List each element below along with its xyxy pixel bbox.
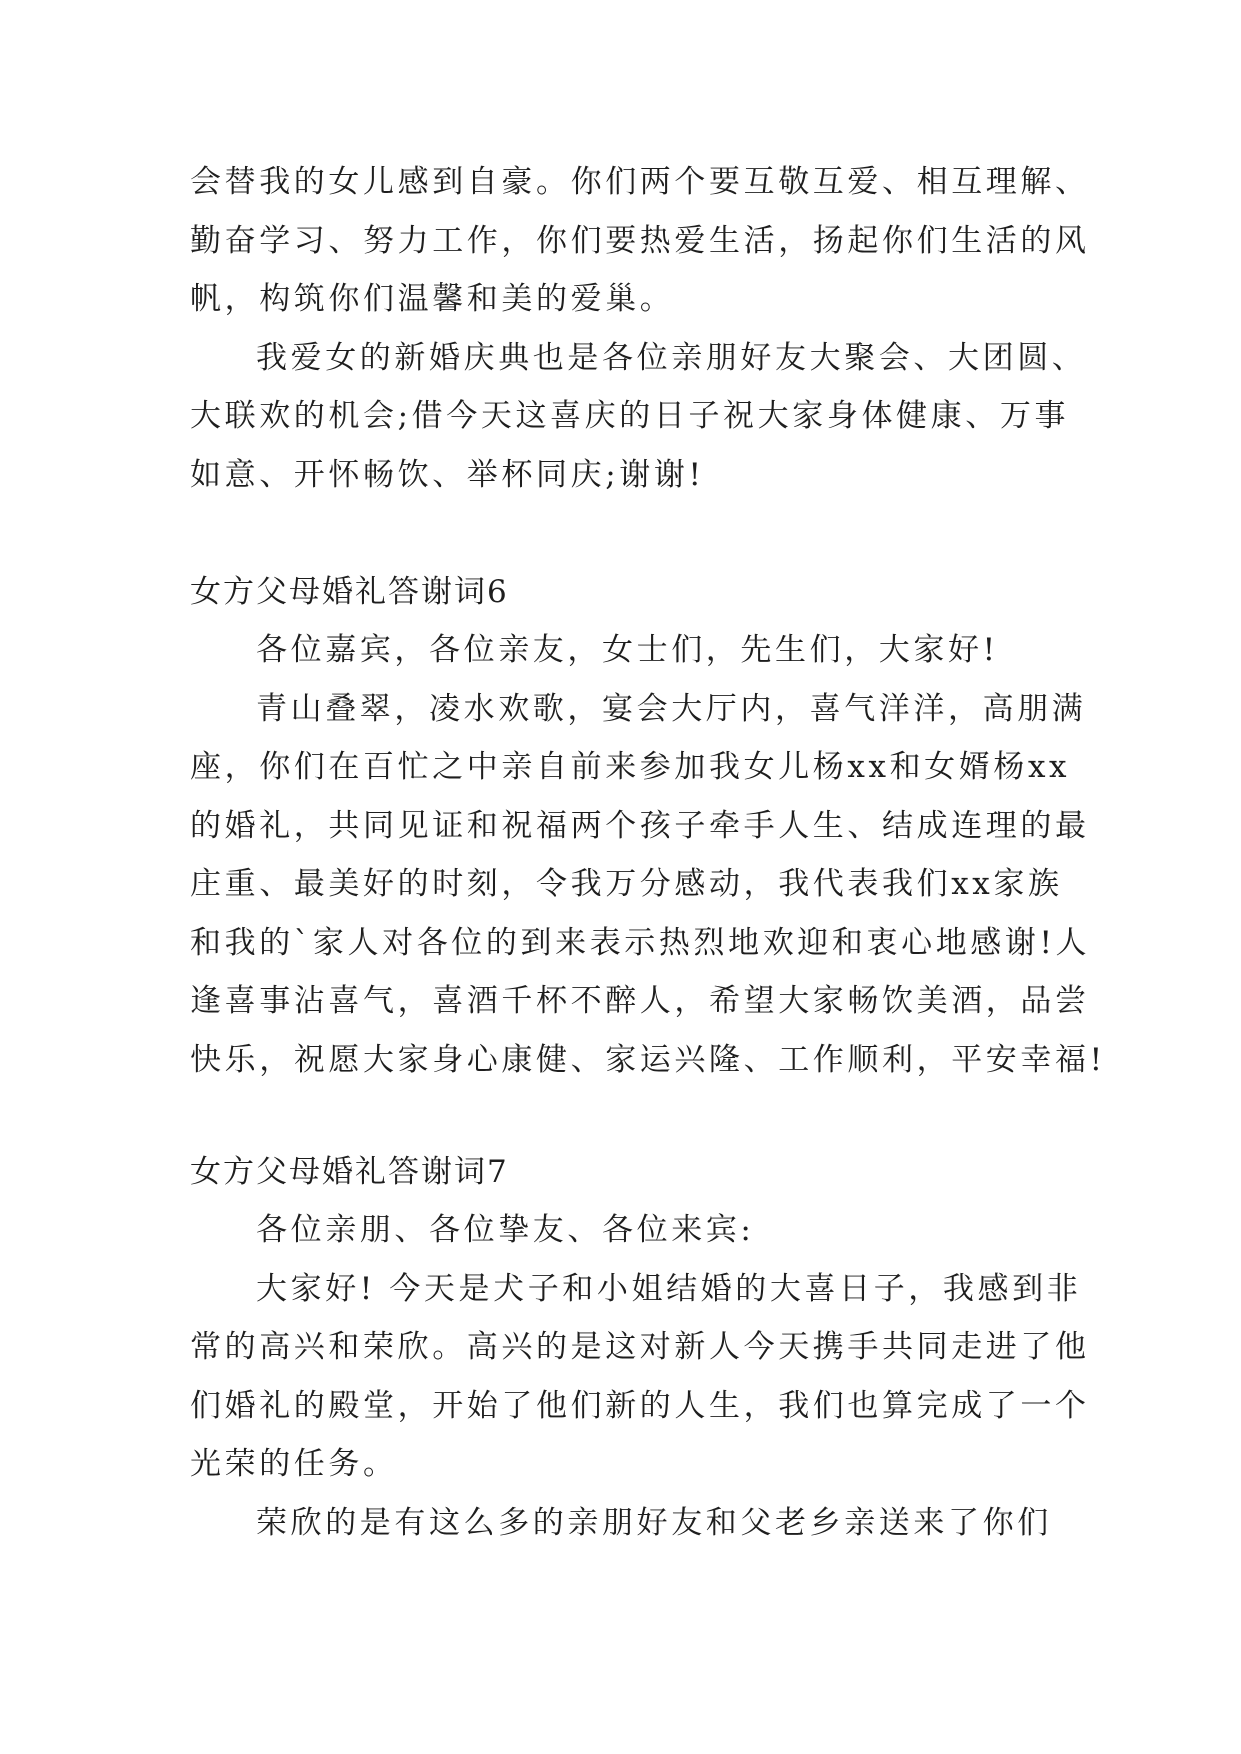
paragraph-line: 勤奋学习、努力工作，你们要热爱生活，扬起你们生活的风 <box>190 223 1090 259</box>
paragraph-line: 们婚礼的殿堂，开始了他们新的人生，我们也算完成了一个 <box>190 1388 1090 1424</box>
paragraph-line: 如意、开怀畅饮、举杯同庆;谢谢! <box>190 457 705 493</box>
paragraph-line: 快乐，祝愿大家身心康健、家运兴隆、工作顺利，平安幸福! <box>190 1042 1106 1078</box>
paragraph-line: 逢喜事沾喜气，喜酒千杯不醉人，希望大家畅饮美酒，品尝 <box>190 983 1090 1019</box>
paragraph-line: 各位亲朋、各位挚友、各位来宾: <box>256 1212 755 1248</box>
paragraph-line: 大家好! 今天是犬子和小姐结婚的大喜日子，我感到非 <box>256 1271 1082 1307</box>
paragraph-line: 我爱女的新婚庆典也是各位亲朋好友大聚会、大团圆、 <box>256 340 1087 376</box>
paragraph-line: 光荣的任务。 <box>190 1446 398 1482</box>
paragraph-line: 的婚礼，共同见证和祝福两个孩子牵手人生、结成连理的最 <box>190 808 1090 844</box>
paragraph-line: 庄重、最美好的时刻，令我万分感动，我代表我们xx家族 <box>190 866 1063 902</box>
paragraph-line: 大联欢的机会;借今天这喜庆的日子祝大家身体健康、万事 <box>190 398 1070 434</box>
paragraph-line: 和我的`家人对各位的到来表示热烈地欢迎和衷心地感谢!人 <box>190 925 1091 961</box>
paragraph-line: 常的高兴和荣欣。高兴的是这对新人今天携手共同走进了他 <box>190 1329 1090 1365</box>
paragraph-line: 会替我的女儿感到自豪。你们两个要互敬互爱、相互理解、 <box>190 164 1090 200</box>
paragraph-line: 青山叠翠，凌水欢歌，宴会大厅内，喜气洋洋，高朋满 <box>256 691 1087 727</box>
section-heading: 女方父母婚礼答谢词6 <box>190 574 509 610</box>
paragraph-line: 荣欣的是有这么多的亲朋好友和父老乡亲送来了你们 <box>256 1505 1052 1541</box>
section-heading: 女方父母婚礼答谢词7 <box>190 1154 509 1190</box>
paragraph-line: 帆，构筑你们温馨和美的爱巢。 <box>190 281 675 317</box>
paragraph-line: 座，你们在百忙之中亲自前来参加我女儿杨xx和女婿杨xx <box>190 749 1071 785</box>
paragraph-line: 各位嘉宾，各位亲友，女士们，先生们，大家好! <box>256 632 999 668</box>
